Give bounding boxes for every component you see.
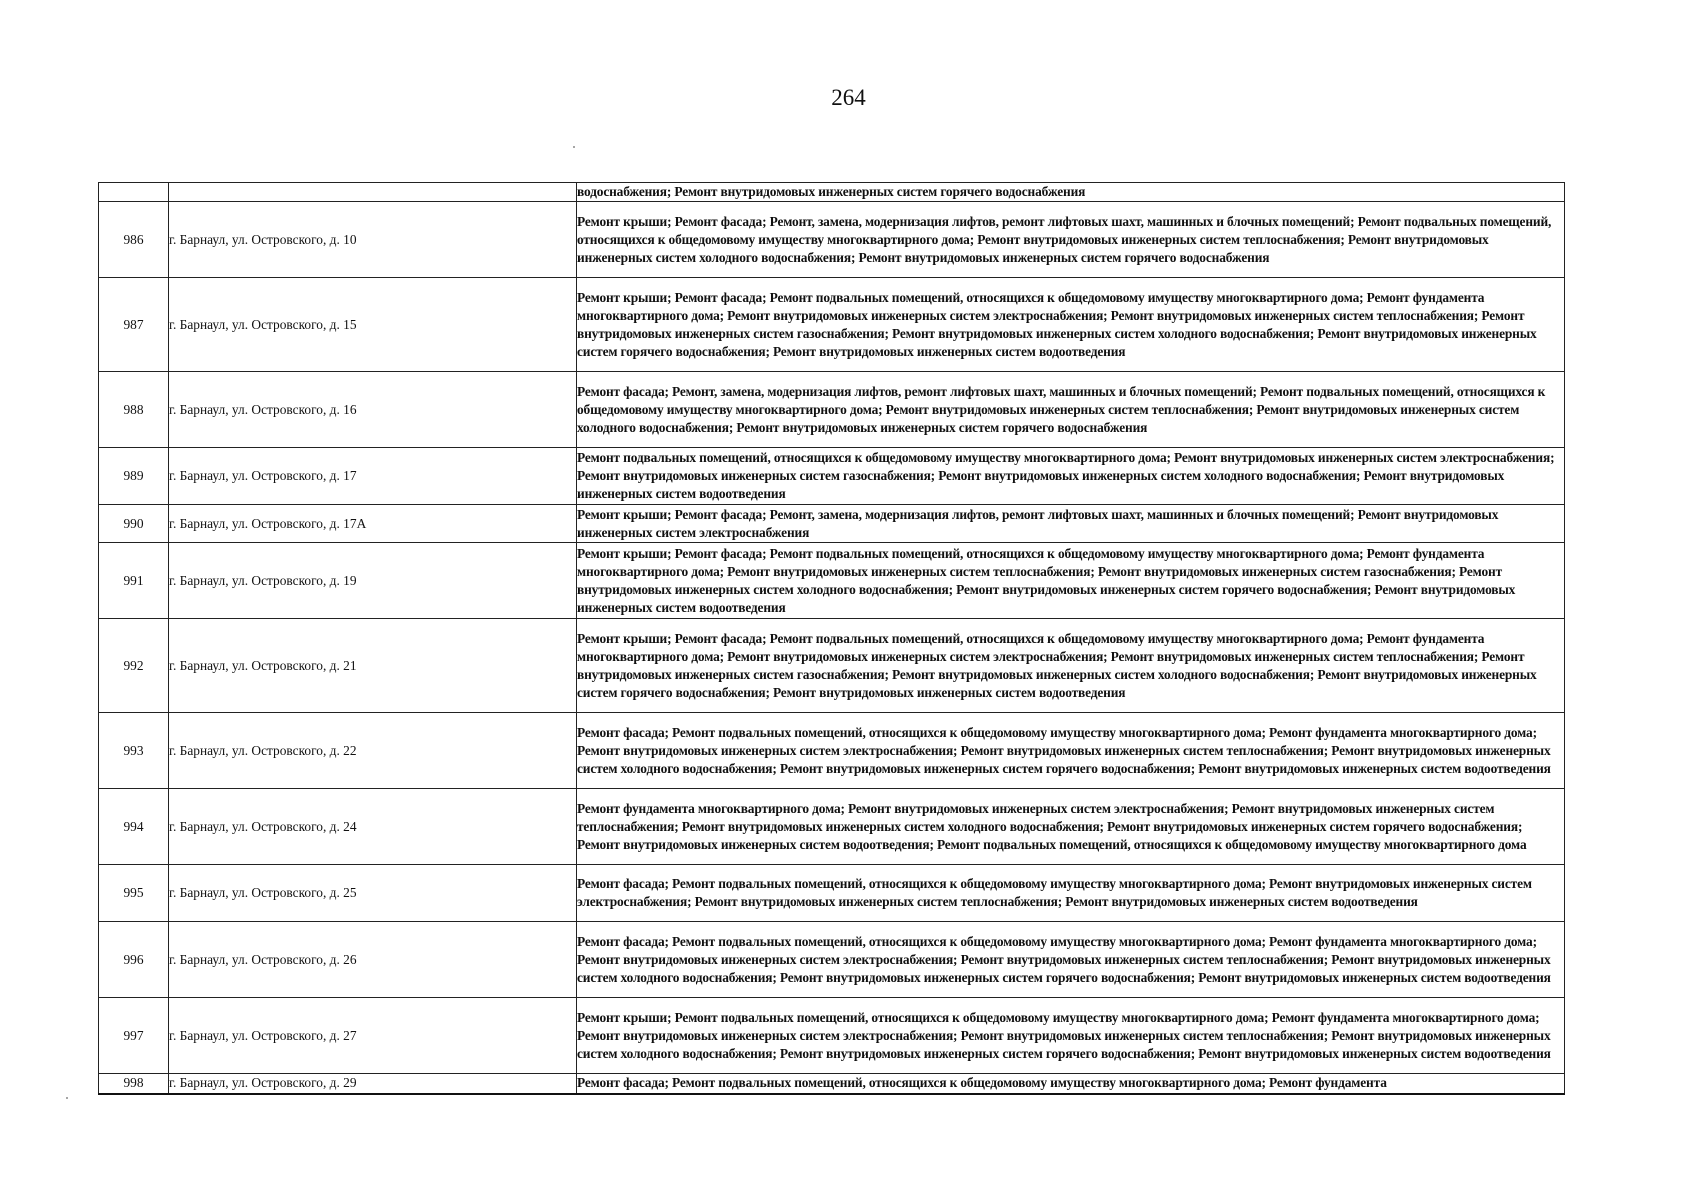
row-address: г. Барнаул, ул. Островского, д. 29: [169, 1074, 577, 1094]
row-address: г. Барнаул, ул. Островского, д. 17А: [169, 505, 577, 543]
table-row: [99, 922, 1565, 998]
row-works: Ремонт крыши; Ремонт фасада; Ремонт, замена, модернизация лифтов, ремонт лифтовых шахт, машинных и блочных помещений; Ремонт подвальных помещений, относящихся к общедомовому имуществу многоквартирного дома; Ремонт внутридомовых инженерных систем теплоснабжения; Ремонт внутридомовых инженерных систем холодного водоснабжения; Ремонт внутридомовых инженерных систем горячего водоснабжения: [577, 202, 1565, 278]
row-number: 993: [99, 713, 169, 789]
table-row: [99, 619, 1565, 713]
row-works: водоснабжения; Ремонт внутридомовых инженерных систем горячего водоснабжения: [577, 183, 1565, 202]
row-works: Ремонт подвальных помещений, относящихся к общедомовому имуществу многоквартирного дома; Ремонт внутридомовых инженерных систем электроснабжения; Ремонт внутридомовых инженерных систем газоснабжения; Ремонт внутридомовых инженерных систем холодного водоснабжения; Ремонт внутридомовых инженерных систем водоотведения: [577, 448, 1565, 505]
row-number: [99, 183, 169, 202]
row-works: Ремонт крыши; Ремонт фасада; Ремонт подвальных помещений, относящихся к общедомовому имуществу многоквартирного дома; Ремонт фундамента многоквартирного дома; Ремонт внутридомовых инженерных систем электроснабжения; Ремонт внутридомовых инженерных систем теплоснабжения; Ремонт внутридомовых инженерных систем газоснабжения; Ремонт внутридомовых инженерных систем холодного водоснабжения; Ремонт внутридомовых инженерных систем горячего водоснабжения; Ремонт внутридомовых инженерных систем водоотведения: [577, 278, 1565, 372]
row-number: 989: [99, 448, 169, 505]
row-number: 994: [99, 789, 169, 865]
row-number: 996: [99, 922, 169, 998]
table-row: [99, 789, 1565, 865]
row-number: 998: [99, 1074, 169, 1094]
row-works: Ремонт фасада; Ремонт подвальных помещений, относящихся к общедомовому имуществу многоквартирного дома; Ремонт внутридомовых инженерных систем электроснабжения; Ремонт внутридомовых инженерных систем теплоснабжения; Ремонт внутридомовых инженерных систем водоотведения: [577, 865, 1565, 922]
row-works: Ремонт фасада; Ремонт подвальных помещений, относящихся к общедомовому имуществу многоквартирного дома; Ремонт фундамента: [577, 1074, 1565, 1094]
row-works: Ремонт фундамента многоквартирного дома; Ремонт внутридомовых инженерных систем электроснабжения; Ремонт внутридомовых инженерных систем теплоснабжения; Ремонт внутридомовых инженерных систем холодного водоснабжения; Ремонт внутридомовых инженерных систем горячего водоснабжения; Ремонт внутридомовых инженерных систем водоотведения; Ремонт подвальных помещений, относящихся к общедомовому имуществу многоквартирного дома: [577, 789, 1565, 865]
row-works: Ремонт крыши; Ремонт подвальных помещений, относящихся к общедомовому имуществу многоквартирного дома; Ремонт фундамента многоквартирного дома; Ремонт внутридомовых инженерных систем электроснабжения; Ремонт внутридомовых инженерных систем теплоснабжения; Ремонт внутридомовых инженерных систем холодного водоснабжения; Ремонт внутридомовых инженерных систем горячего водоснабжения; Ремонт внутридомовых инженерных систем водоотведения: [577, 998, 1565, 1074]
row-works: Ремонт фасада; Ремонт, замена, модернизация лифтов, ремонт лифтовых шахт, машинных и блочных помещений; Ремонт подвальных помещений, относящихся к общедомовому имуществу многоквартирного дома; Ремонт внутридомовых инженерных систем теплоснабжения; Ремонт внутридомовых инженерных систем холодного водоснабжения; Ремонт внутридомовых инженерных систем горячего водоснабжения: [577, 372, 1565, 448]
row-address: г. Барнаул, ул. Островского, д. 19: [169, 543, 577, 619]
table-row: [99, 543, 1565, 619]
row-address: г. Барнаул, ул. Островского, д. 27: [169, 998, 577, 1074]
table-row: [99, 1074, 1565, 1094]
row-address: г. Барнаул, ул. Островского, д. 16: [169, 372, 577, 448]
row-address: [169, 183, 577, 202]
page-number: 264: [831, 85, 866, 110]
row-number: 987: [99, 278, 169, 372]
row-number: 995: [99, 865, 169, 922]
row-works: Ремонт фасада; Ремонт подвальных помещений, относящихся к общедомовому имуществу многоквартирного дома; Ремонт фундамента многоквартирного дома; Ремонт внутридомовых инженерных систем электроснабжения; Ремонт внутридомовых инженерных систем теплоснабжения; Ремонт внутридомовых инженерных систем холодного водоснабжения; Ремонт внутридомовых инженерных систем горячего водоснабжения; Ремонт внутридомовых инженерных систем водоотведения: [577, 713, 1565, 789]
table-row: [99, 278, 1565, 372]
row-address: г. Барнаул, ул. Островского, д. 21: [169, 619, 577, 713]
row-address: г. Барнаул, ул. Островского, д. 15: [169, 278, 577, 372]
row-address: г. Барнаул, ул. Островского, д. 24: [169, 789, 577, 865]
table-row: [99, 505, 1565, 543]
row-number: 997: [99, 998, 169, 1074]
table-row: [99, 998, 1565, 1074]
table-row: [99, 183, 1565, 202]
row-works: Ремонт крыши; Ремонт фасада; Ремонт, замена, модернизация лифтов, ремонт лифтовых шахт, машинных и блочных помещений; Ремонт внутридомовых инженерных систем электроснабжения: [577, 505, 1565, 543]
row-works: Ремонт крыши; Ремонт фасада; Ремонт подвальных помещений, относящихся к общедомовому имуществу многоквартирного дома; Ремонт фундамента многоквартирного дома; Ремонт внутридомовых инженерных систем электроснабжения; Ремонт внутридомовых инженерных систем теплоснабжения; Ремонт внутридомовых инженерных систем газоснабжения; Ремонт внутридомовых инженерных систем холодного водоснабжения; Ремонт внутридомовых инженерных систем горячего водоснабжения; Ремонт внутридомовых инженерных систем водоотведения: [577, 619, 1565, 713]
row-number: 991: [99, 543, 169, 619]
row-works: Ремонт фасада; Ремонт подвальных помещений, относящихся к общедомовому имуществу многоквартирного дома; Ремонт фундамента многоквартирного дома; Ремонт внутридомовых инженерных систем электроснабжения; Ремонт внутридомовых инженерных систем теплоснабжения; Ремонт внутридомовых инженерных систем холодного водоснабжения; Ремонт внутридомовых инженерных систем горячего водоснабжения; Ремонт внутридомовых инженерных систем водоотведения: [577, 922, 1565, 998]
scan-speck: [573, 146, 575, 148]
row-address: г. Барнаул, ул. Островского, д. 22: [169, 713, 577, 789]
table-row: [99, 865, 1565, 922]
row-number: 988: [99, 372, 169, 448]
row-address: г. Барнаул, ул. Островского, д. 10: [169, 202, 577, 278]
table-row: [99, 713, 1565, 789]
row-number: 992: [99, 619, 169, 713]
row-number: 986: [99, 202, 169, 278]
row-address: г. Барнаул, ул. Островского, д. 25: [169, 865, 577, 922]
row-address: г. Барнаул, ул. Островского, д. 17: [169, 448, 577, 505]
row-works: Ремонт крыши; Ремонт фасада; Ремонт подвальных помещений, относящихся к общедомовому имуществу многоквартирного дома; Ремонт фундамента многоквартирного дома; Ремонт внутридомовых инженерных систем теплоснабжения; Ремонт внутридомовых инженерных систем газоснабжения; Ремонт внутридомовых инженерных систем холодного водоснабжения; Ремонт внутридомовых инженерных систем горячего водоснабжения; Ремонт внутридомовых инженерных систем водоотведения: [577, 543, 1565, 619]
table-row: [99, 372, 1565, 448]
table-row: [99, 448, 1565, 505]
repair-register-table: [98, 182, 1565, 1095]
scan-speck: [66, 1097, 68, 1099]
table-row: [99, 202, 1565, 278]
row-number: 990: [99, 505, 169, 543]
row-address: г. Барнаул, ул. Островского, д. 26: [169, 922, 577, 998]
